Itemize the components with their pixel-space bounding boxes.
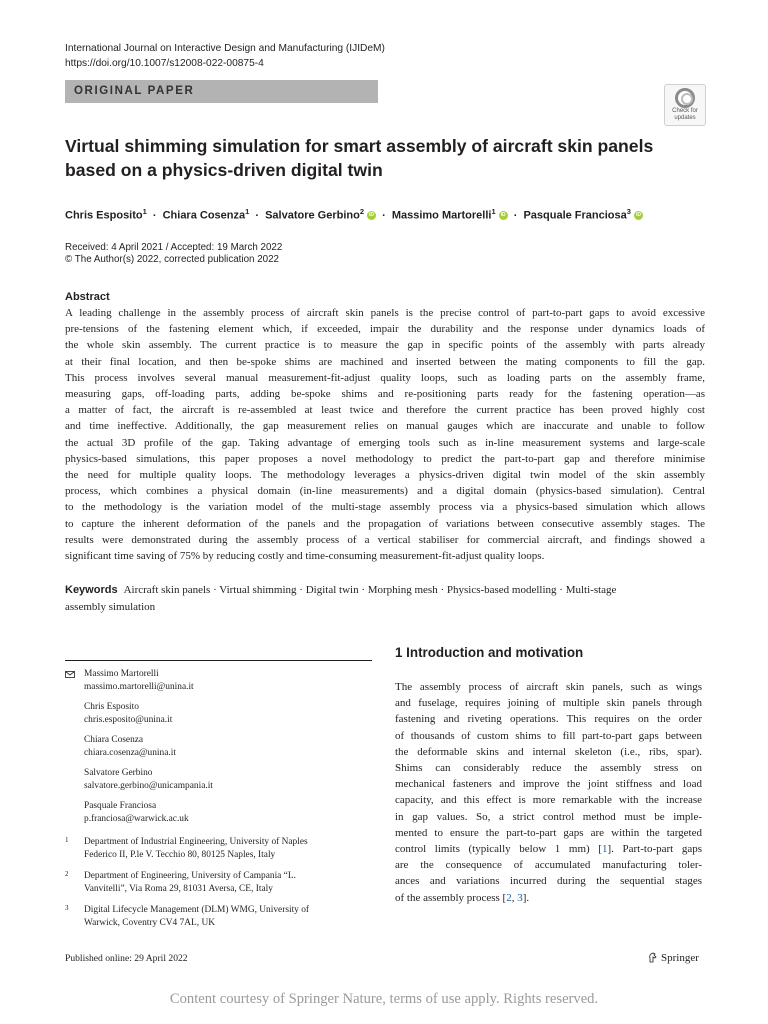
affiliation-number: 2: [65, 870, 69, 878]
title-line: Virtual shimming simulation for smart assembly of aircraft skin panels: [65, 136, 654, 156]
received-accepted-line: Received: 4 April 2021 / Accepted: 19 March 2022: [65, 242, 283, 253]
affiliation-line: Vanvitelli”, Via Roma 29, 81031 Aversa, CE, Italy: [84, 884, 273, 894]
abstract-line: a matter of fact, the aircraft is re-assembled at least twice and therefore the current practice has been proved highly cost: [65, 404, 705, 417]
courtesy-notice: Content courtesy of Springer Nature, terms of use apply. Rights reserved.: [169, 991, 599, 1007]
contact-entry: [65, 668, 213, 694]
author-name[interactable]: Massimo Martorelli: [391, 209, 492, 222]
orcid-icon[interactable]: iD: [500, 212, 506, 219]
intro-line: mented to ensure the part-to-part gaps are within the targeted: [395, 826, 702, 839]
intro-text: ].: [522, 891, 530, 904]
affiliation-entry: [65, 870, 309, 896]
contact-entry: [65, 734, 213, 760]
intro-line: [395, 890, 702, 906]
contact-name: Chiara Cosenza: [84, 735, 144, 745]
check-updates-line2: updates: [674, 115, 696, 121]
abstract-line: to the methodology is the variation model of the multi-stage assembly process via a physics-based simulation which allows: [65, 501, 705, 514]
intro-line: [395, 841, 702, 857]
section-heading: 1 Introduction and motivation: [395, 645, 584, 660]
author-separator: ·: [382, 209, 386, 222]
abstract-body: [65, 305, 705, 564]
contact-list: [65, 668, 213, 833]
keywords-line: assembly simulation: [65, 600, 156, 613]
intro-line: fastening and riveting operations. This requires on the order: [395, 713, 702, 726]
affiliation-number: 3: [65, 904, 69, 912]
affiliation-entry: [65, 904, 309, 930]
envelope-icon: [65, 671, 75, 678]
abstract-line: and time ineffective. Additionally, the gap measurement relies on manual gauges which are inaccurate and unable to follow: [65, 420, 705, 433]
contact-entry: [65, 800, 213, 826]
contact-entry: [65, 767, 213, 793]
author-affil-sup: 1: [491, 207, 496, 216]
keywords-block: [65, 582, 705, 615]
check-updates-icon: [675, 88, 695, 108]
contact-name: Chris Esposito: [84, 702, 139, 712]
contact-entry: [65, 701, 213, 727]
affiliation-number: 1: [65, 836, 69, 844]
published-online: Published online: 29 April 2022: [65, 953, 188, 964]
contact-name: Massimo Martorelli: [84, 669, 159, 679]
doi-link[interactable]: https://doi.org/10.1007/s12008-022-00875-4: [65, 58, 264, 69]
intro-line: ances and variations incurred during the sequential stages: [395, 875, 702, 888]
publisher-name: Springer: [661, 952, 699, 964]
keywords-line: Aircraft skin panels · Virtual shimming · Digital twin · Morphing mesh · Physics-based modelling · Multi-stage: [123, 584, 617, 596]
title-line: based on a physics-driven digital twin: [65, 160, 383, 180]
affiliation-line: Warwick, Coventry CV4 7AL, UK: [84, 918, 215, 928]
intro-text: of the assembly process [: [395, 891, 507, 904]
abstract-line: the actual 3D profile of the gap. Taking advantage of emerging tools such as in-line measurement systems and large-scale: [65, 436, 705, 449]
citation-link[interactable]: 3: [517, 891, 523, 904]
contact-name: Pasquale Franciosa: [84, 801, 157, 811]
abstract-line: at their final location, and then be-spoke shims are machined and inserted between the mating components to fill the gap.: [65, 355, 705, 368]
contact-name: Salvatore Gerbino: [84, 768, 153, 778]
affiliation-line: Department of Industrial Engineering, University of Naples: [84, 837, 308, 847]
intro-text: ]. Part-to-part gaps: [607, 843, 703, 856]
author-affil-sup: 1: [142, 207, 147, 216]
author-list: [65, 203, 643, 225]
abstract-heading: Abstract: [65, 291, 110, 303]
publication-dates: [65, 242, 282, 266]
abstract-line: the whole skin assembly. The current practice is to measure the gap in specific points of the assembly with parts already: [65, 339, 705, 352]
copyright-line: © The Author(s) 2022, corrected publication 2022: [65, 254, 279, 265]
author-separator: ·: [255, 209, 260, 222]
citation-link[interactable]: 2: [506, 891, 512, 904]
contact-email[interactable]: salvatore.gerbino@unicampania.it: [84, 781, 213, 791]
contact-email[interactable]: chris.esposito@unina.it: [84, 715, 173, 725]
intro-line: mechanical fasteners and improve the joint stiffness and load: [395, 778, 702, 791]
orcid-icon[interactable]: iD: [635, 212, 641, 219]
author-name[interactable]: Salvatore Gerbino: [265, 209, 360, 222]
affiliation-entry: [65, 836, 309, 862]
orcid-icon[interactable]: iD: [369, 212, 375, 219]
affiliation-list: [65, 836, 309, 938]
abstract-line: pre-tensions of the fastening element which, if exceeded, impair the durability and the response under dynamics loads of: [65, 323, 705, 336]
abstract-line: to capture the inherent deformation of the panels and the propagation of variations between consecutive assembly stages. The: [65, 517, 705, 530]
abstract-line: results were demonstrated during the assembly process of a vertical stabiliser for commercial aircraft, and findings showed a: [65, 533, 705, 546]
intro-text: control limits (typically below 1 mm) [: [395, 843, 602, 856]
intro-line: Shims can considerably reduce the assembly stress on: [395, 762, 702, 775]
intro-text: ,: [511, 891, 518, 904]
journal-name: International Journal on Interactive Design and Manufacturing (IJIDeM): [65, 43, 385, 54]
author-name[interactable]: Chris Esposito: [65, 209, 143, 222]
abstract-line: A leading challenge in the assembly process of aircraft skin panels is the precise control of part-to-part gaps to avoid excessive: [65, 307, 705, 319]
author-affil-sup: 2: [359, 207, 365, 216]
intro-line: the deformable skins and internal skeleton (i.e., ribs, spar).: [395, 745, 702, 758]
abstract-line: the need for multiple quality loops. The methodology leverages a physics-driven digital twin model of the skin assembly: [65, 469, 705, 482]
author-name[interactable]: Chiara Cosenza: [162, 209, 246, 222]
intro-line: are the consequence of accumulated manufacturing toler-: [395, 859, 702, 872]
intro-line: in gap values. So, a strict control method must be imple-: [395, 810, 702, 823]
check-updates-line1: Check for: [672, 108, 698, 114]
check-for-updates-badge[interactable]: [664, 84, 706, 126]
author-separator: ·: [152, 209, 157, 222]
journal-header: [65, 41, 385, 71]
abstract-line: measuring gaps, off-loading parts, adding be-spoke shims and re-positioning parts ready for the fastening operation—as: [65, 388, 705, 401]
author-affil-sup: 3: [626, 207, 631, 216]
intro-line: of thousands of custom shims to fill part-to-part gaps between: [395, 729, 702, 742]
abstract-line: significant time saving of 75% by reducing costly and time-consuming measurement-fit-adjust quality loops.: [65, 550, 545, 563]
footnote-divider: [65, 660, 372, 661]
springer-horse-icon: [648, 952, 658, 963]
citation-link[interactable]: 1: [601, 843, 608, 856]
abstract-line: physics-based simulations, this paper proposes a novel methodology to predict the part-to-part gap and therefore minimise: [65, 452, 705, 465]
affiliation-line: Department of Engineering, University of Campania “L.: [84, 871, 296, 881]
intro-line: and fuselage, requires joining of multiple skin panels through: [395, 697, 702, 710]
intro-body: [395, 679, 702, 906]
intro-line: The assembly process of aircraft skin panels, such as wings: [395, 681, 702, 693]
abstract-line: This process involves several manual measurement-fit-adjust quality loops, such as loading parts on the assembly frame,: [65, 371, 705, 384]
keywords-heading: Keywords: [65, 584, 118, 596]
affiliation-line: Federico II, P.le V. Tecchio 80, 80125 Naples, Italy: [84, 850, 276, 860]
contact-email[interactable]: p.franciosa@warwick.ac.uk: [84, 814, 189, 824]
affiliation-line: Digital Lifecycle Management (DLM) WMG, University of: [84, 905, 310, 915]
author-separator: ·: [513, 209, 518, 222]
abstract-line: process, which combines a physical domain (in-line measurements) and a digital domain (physics-based simulation). Central: [65, 485, 705, 498]
author-affil-sup: 1: [245, 207, 250, 216]
intro-line: capacity, and this effect is more remarkable with the increase: [395, 794, 702, 807]
contact-email[interactable]: massimo.martorelli@unina.it: [84, 682, 194, 692]
article-type-banner: ORIGINAL PAPER: [65, 80, 378, 103]
author-name[interactable]: Pasquale Franciosa: [523, 209, 627, 222]
paper-title: [65, 134, 705, 182]
contact-email[interactable]: chiara.cosenza@unina.it: [84, 748, 176, 758]
publisher-logo: [648, 952, 699, 964]
